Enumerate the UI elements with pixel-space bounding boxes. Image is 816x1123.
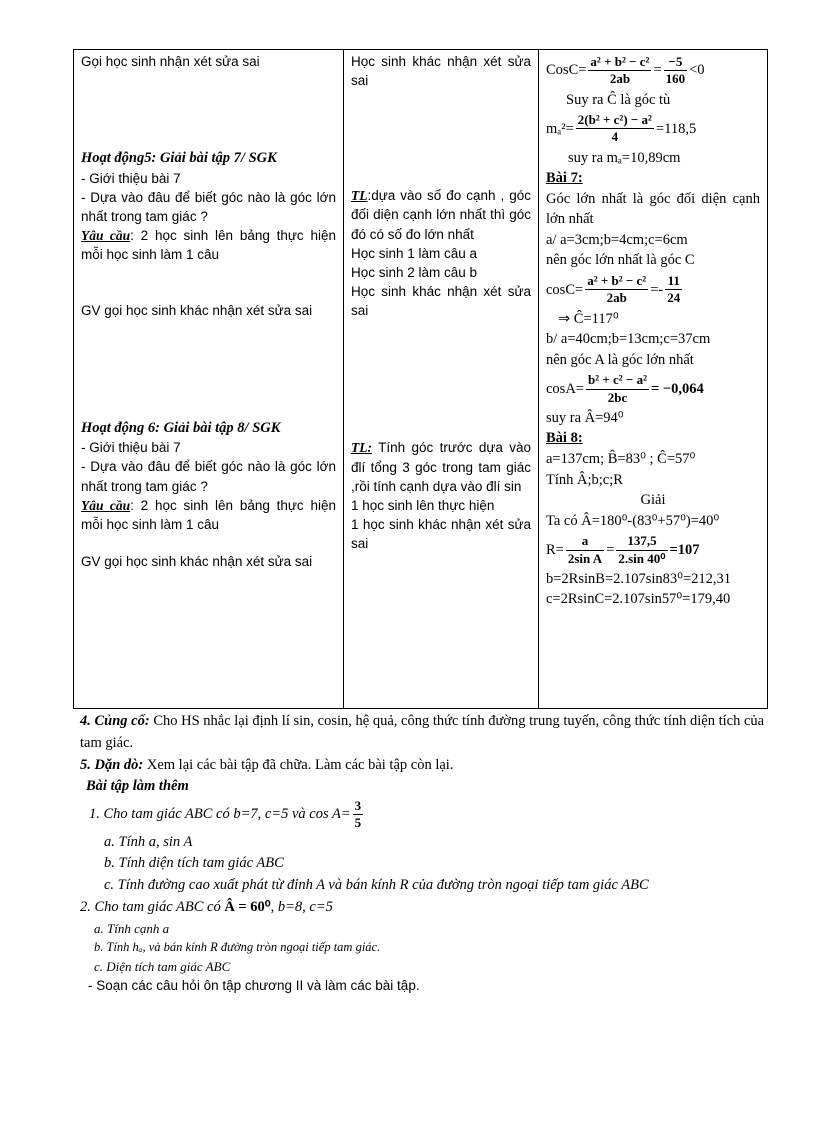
cosC-label: CosC=: [546, 62, 587, 79]
frac-4-den: 2bc: [607, 389, 628, 405]
imply-C: ⇒ Ĉ=117⁰: [558, 310, 619, 327]
extra-title: Bài tập làm thêm: [86, 778, 189, 795]
content-cell: [539, 50, 768, 709]
teacher-r1: Gọi học sinh nhận xét sửa sai: [81, 54, 260, 69]
ex1-text: 1. Cho tam giác ABC có b=7, c=5 và cos A=: [89, 805, 351, 822]
request-label: Yâu cầu: [81, 228, 131, 244]
ex1: [80, 798, 770, 832]
ex1-frac: [353, 798, 364, 832]
taco: Ta có Â=180⁰-(83⁰+57⁰)=40⁰: [546, 512, 720, 529]
ex2-angle: Â = 60⁰: [224, 898, 271, 915]
activity6-line2: - Dựa vào đâu để biết góc nào là góc lớn nhất trong tam giác ?: [81, 459, 336, 494]
ex1-num: 3: [353, 798, 364, 815]
frac-5-eq: =: [606, 541, 615, 558]
ex2-a: a. Tính cạnh a: [94, 920, 170, 936]
frac-1: [588, 54, 651, 88]
activity5-line2: - Dựa vào đâu để biết góc nào là góc lớn nhất trong tam giác ?: [81, 189, 336, 225]
frac-5b-den: 2.sin 40⁰: [618, 550, 666, 566]
ex2-text: 2. Cho tam giác ABC có: [80, 898, 221, 915]
ex1-den: 5: [354, 815, 362, 831]
frac-3: [585, 273, 648, 307]
ma-label: mₐ²=: [546, 120, 574, 137]
ex1-a: a. Tính a, sin A: [104, 833, 193, 850]
frac-1b-num: −5: [664, 54, 688, 71]
frac-1-den: 2ab: [609, 71, 631, 87]
cosA-tail: = −0,064: [651, 380, 704, 397]
giai: Giải: [640, 492, 666, 509]
student-nx1: Học sinh khác nhận xét sửa sai: [351, 284, 531, 319]
student-nx2: 1 học sinh khác nhận xét sửa sai: [351, 517, 531, 552]
cosC2-formula: [546, 273, 760, 307]
frac-2-den: 4: [611, 129, 619, 145]
cosC-formula: [546, 54, 760, 88]
student-activity-cell: [344, 50, 539, 709]
teacher-gv2: GV gọi học sinh khác nhận xét sửa sai: [81, 554, 313, 570]
cosC2-label: cosC=: [546, 281, 584, 298]
R-formula: [546, 533, 760, 567]
bai8-heading: Bài 8:: [546, 430, 583, 447]
ex1-b: b. Tính diện tích tam giác ABC: [104, 855, 284, 872]
student-tl1: [351, 186, 531, 243]
student-hs2b: Học sinh 2 làm câu b: [351, 264, 478, 280]
frac-1b-den: 160: [665, 71, 686, 87]
ex2: [80, 897, 770, 919]
activity5-title: Hoạt động5: Giải bài tập 7/ SGK: [81, 150, 277, 167]
frac-5b-num: 137,5: [616, 533, 667, 550]
section-4: [80, 711, 770, 755]
activity5-line1: - Giới thiệu bài 7: [81, 170, 181, 186]
frac-3b-num: 11: [665, 273, 682, 290]
bai7-a: a/ a=3cm;b=4cm;c=6cm: [546, 231, 688, 248]
after-section: [80, 711, 770, 997]
frac-1-tail: <0: [689, 62, 705, 79]
suyra-ma: suy ra mₐ=10,89cm: [568, 149, 681, 166]
tl-label-2: TL:: [351, 440, 372, 456]
section-5: [80, 755, 770, 777]
request-text: : 2 học sinh lên bảng thực hiện mỗi học sinh làm 1 câu: [81, 228, 336, 263]
activity6-line1: - Giới thiệu bài 7: [81, 440, 181, 456]
bai7-b2: nên góc A là góc lớn nhất: [546, 351, 694, 368]
bai7-a2: nên góc lớn nhất là góc C: [546, 252, 695, 269]
student-tl2: [351, 438, 531, 495]
suyra-A: suy ra Â=94⁰: [546, 409, 624, 426]
student-r1: Học sinh khác nhận xét sửa sai: [351, 54, 531, 89]
frac-1-eq: =: [653, 62, 662, 79]
activity5-request: [81, 226, 336, 264]
request-label-2: Yâu cầu: [81, 497, 131, 513]
R-tail: =107: [669, 541, 700, 558]
frac-2-num: 2(b² + c²) − a²: [576, 112, 654, 129]
tl-text: :dựa vào số đo cạnh , góc đối diện cạnh lớn nhất thì góc đó có số đo lớn nhất: [351, 188, 531, 242]
frac-5b: [616, 533, 667, 567]
student-hs1a: Học sinh 1 làm câu a: [351, 245, 478, 261]
R-label: R=: [546, 541, 564, 558]
frac-3-num: a² + b² − c²: [585, 273, 648, 290]
bai8-find: Tính Â;b;c;R: [546, 471, 623, 488]
section-5-text: Xem lại các bài tập đã chữa. Làm các bài tập còn lại.: [143, 756, 454, 773]
ex2-b: b. Tính hₐ, và bán kính R đường tròn ngoại tiếp tam giác.: [94, 940, 381, 954]
bai8-given: a=137cm; B̂=83⁰ ; Ĉ=57⁰: [546, 450, 696, 467]
student-len: 1 học sinh lên thực hiện: [351, 497, 495, 513]
bai7-heading: Bài 7:: [546, 170, 583, 187]
bai7-b: b/ a=40cm;b=13cm;c=37cm: [546, 331, 711, 348]
final-line: - Soạn các câu hỏi ôn tập chương II và làm các bài tập.: [88, 978, 420, 994]
frac-1b: [664, 54, 688, 88]
request-text-2: : 2 học sinh lên bảng thực hiện mỗi học sinh làm 1 câu: [81, 497, 336, 532]
frac-4: [586, 372, 649, 406]
c-line: c=2RsinC=2.107sin57⁰=179,40: [546, 591, 731, 608]
frac-5-num: a: [566, 533, 604, 550]
section-4-text: Cho HS nhắc lại định lí sin, cosin, hệ quả, công thức tính đường trung tuyến, công thức tính diện tích của tam giác.: [80, 713, 765, 751]
frac-3-eq: =-: [650, 281, 664, 298]
ma-tail: =118,5: [655, 120, 697, 137]
frac-3-den: 2ab: [606, 290, 627, 306]
cosA-label: cosA=: [546, 380, 584, 397]
ma-formula: [546, 112, 760, 146]
frac-1-num: a² + b² − c²: [588, 54, 651, 71]
lesson-table: [73, 49, 768, 709]
tl-text-2: Tính góc trước dựa vào đlí tổng 3 góc trong tam giác ,rồi tính cạnh dựa vào đlí sin: [351, 440, 531, 494]
frac-5: [566, 533, 604, 567]
frac-3b-den: 24: [667, 290, 681, 306]
ex2-tail: , b=8, c=5: [270, 898, 333, 915]
b-line: b=2RsinB=2.107sin83⁰=212,31: [546, 570, 732, 587]
teacher-gv1: GV gọi học sinh khác nhận xét sửa sai: [81, 302, 313, 318]
activity6-request: [81, 496, 336, 534]
suyra-tu: Suy ra Ĉ là góc tù: [566, 91, 671, 108]
teacher-activity-cell: [74, 50, 344, 709]
frac-4-num: b² + c² − a²: [586, 372, 649, 389]
frac-5-den: 2sin A: [567, 550, 603, 566]
frac-3b: [665, 273, 682, 307]
tl-label: TL: [351, 188, 368, 204]
ex1-c: c. Tính đường cao xuất phát từ đỉnh A và bán kính R của đường tròn ngoại tiếp tam giác ABC: [104, 877, 649, 893]
activity6-title: Hoạt động 6: Giải bài tập 8/ SGK: [81, 419, 281, 436]
bai7-line1: Góc lớn nhất là góc đối diện cạnh lớn nhất: [546, 190, 760, 228]
frac-2: [576, 112, 654, 146]
cosA-formula: [546, 372, 760, 406]
ex2-c: c. Diện tích tam giác ABC: [94, 958, 231, 974]
section-4-label: 4. Củng cố:: [80, 713, 150, 729]
section-5-label: 5. Dặn dò:: [80, 756, 144, 773]
